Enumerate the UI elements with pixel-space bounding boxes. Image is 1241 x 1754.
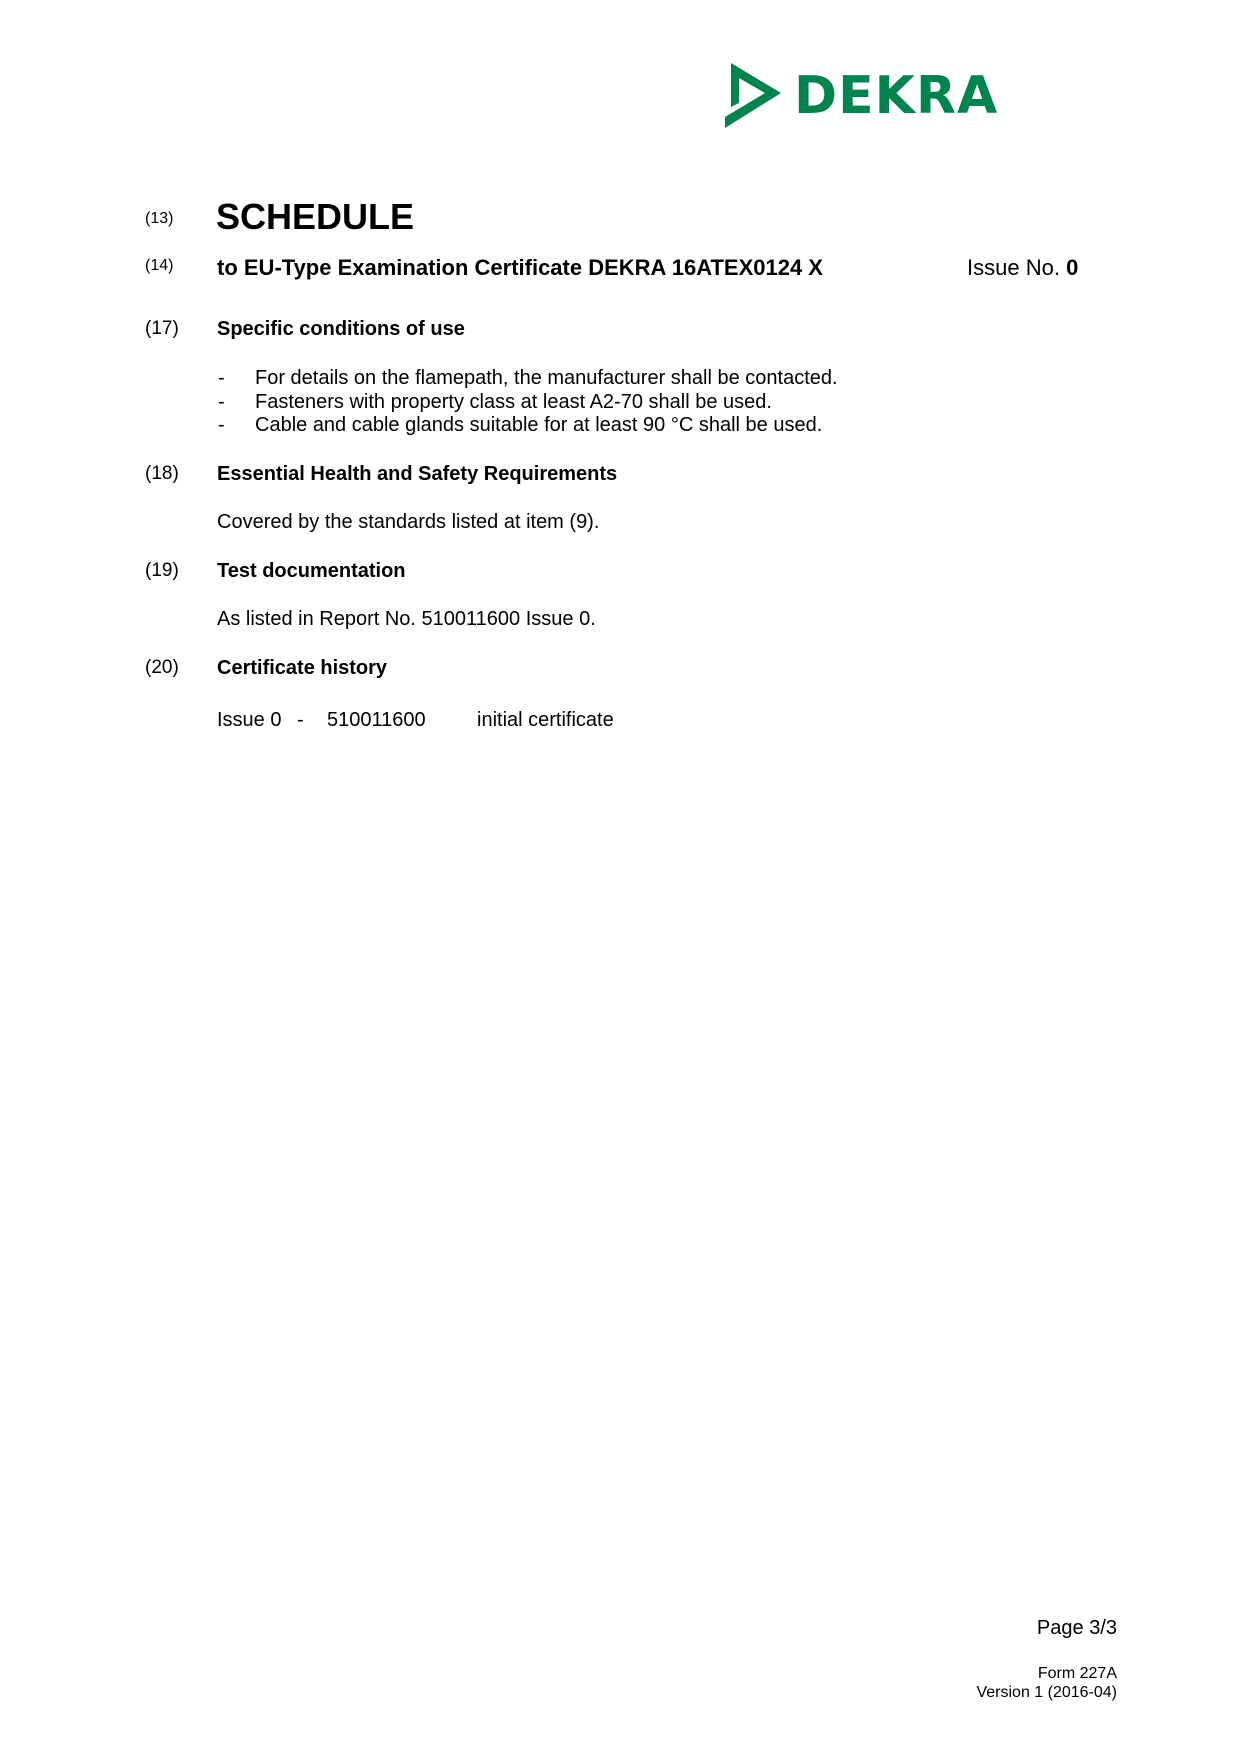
issue-label: Issue No. [967, 255, 1060, 280]
list-item: For details on the flamepath, the manufacturer shall be contacted. [255, 367, 838, 389]
item-number: (18) [145, 463, 179, 484]
item-number: (14) [145, 257, 174, 274]
page-title: SCHEDULE [216, 196, 415, 237]
item-number: (13) [145, 210, 174, 227]
section-text: Covered by the standards listed at item (9). [217, 511, 600, 533]
history-issue: Issue 0 [217, 709, 282, 731]
section-heading: Certificate history [217, 657, 388, 679]
form-number: Form 227A [1037, 1665, 1117, 1682]
history-report: 510011600 [327, 709, 426, 731]
history-description: initial certificate [477, 709, 614, 731]
item-number: (17) [145, 318, 179, 339]
section-text: As listed in Report No. 510011600 Issue 0. [217, 608, 596, 630]
issue-number [967, 257, 1078, 279]
issue-value: 0 [1066, 255, 1079, 280]
section-heading: Specific conditions of use [217, 318, 465, 340]
section-heading: Essential Health and Safety Requirements [217, 463, 618, 485]
form-version: Version 1 (2016-04) [976, 1684, 1117, 1701]
item-number: (19) [145, 560, 179, 581]
logo-text: DEKRA [794, 66, 999, 126]
section-heading: Test documentation [217, 560, 406, 582]
item-number: (20) [145, 657, 179, 678]
certificate-title: to EU-Type Examination Certificate DEKRA 16ATEX0124 X [217, 255, 823, 280]
dekra-triangle-icon [725, 63, 781, 128]
bullet: - [218, 414, 225, 436]
bullet: - [218, 391, 225, 413]
history-separator: - [297, 709, 304, 731]
list-item: Cable and cable glands suitable for at least 90 °C shall be used. [255, 414, 823, 436]
list-item: Fasteners with property class at least A2-70 shall be used. [255, 391, 772, 413]
bullet: - [218, 367, 225, 389]
page-number: Page 3/3 [1036, 1617, 1117, 1639]
